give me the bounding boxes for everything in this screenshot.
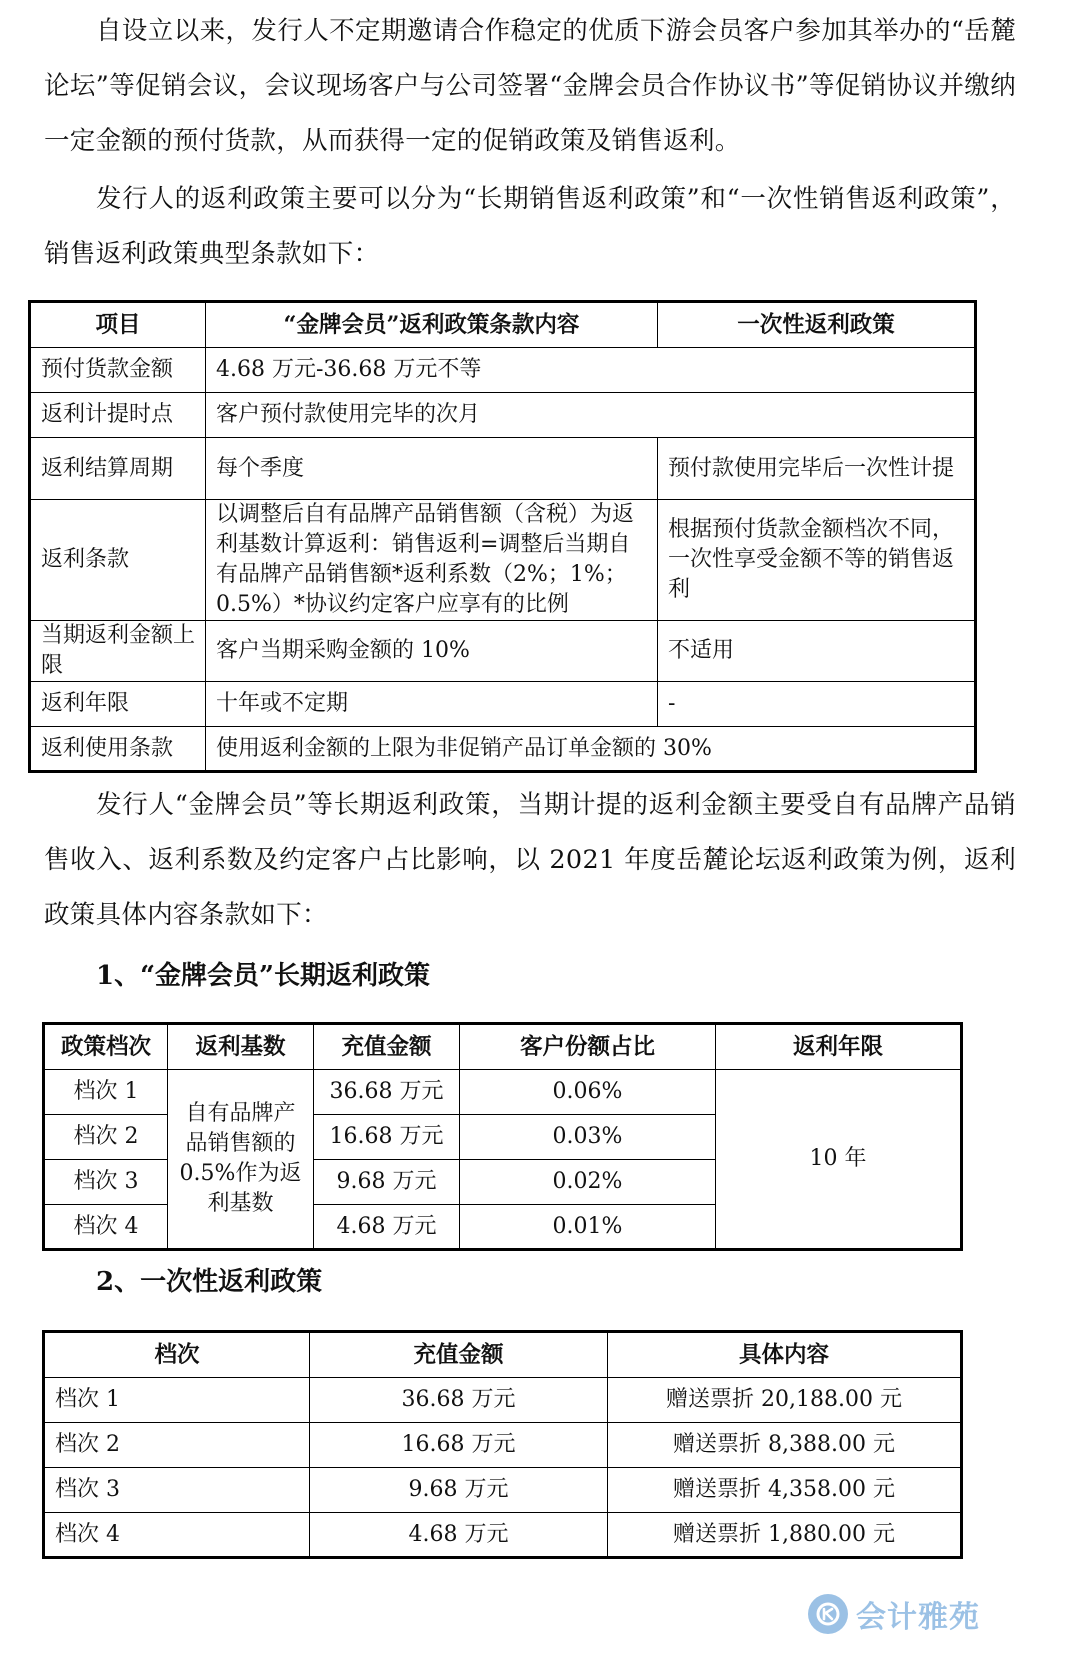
cell-content: 赠送票折 1,880.00 元 [608, 1513, 962, 1558]
cell-tier: 档次 3 [44, 1160, 168, 1205]
row-item: 返利计提时点 [30, 393, 206, 438]
table-row [44, 1468, 962, 1513]
header-base: 返利基数 [168, 1024, 314, 1070]
watermark [808, 1592, 980, 1636]
cell-share: 0.03% [460, 1115, 716, 1160]
header-tier: 档次 [44, 1332, 310, 1378]
watermark-text: 会计雅苑 [856, 1600, 980, 1635]
table-header-row [44, 1332, 962, 1378]
table-row [44, 1423, 962, 1468]
cell-share: 0.02% [460, 1160, 716, 1205]
row-item: 预付货款金额 [30, 348, 206, 393]
row-gold: 4.68 万元-36.68 万元不等 [206, 348, 976, 393]
table-row [44, 1513, 962, 1558]
table-row [30, 500, 976, 621]
cell-share: 0.01% [460, 1205, 716, 1250]
row-gold: 使用返利金额的上限为非促销产品订单金额的 30% [206, 727, 976, 772]
cell-years: 10 年 [716, 1070, 962, 1250]
cell-amount: 4.68 万元 [314, 1205, 460, 1250]
cell-amount: 4.68 万元 [310, 1513, 608, 1558]
paragraph-intro: 自设立以来，发行人不定期邀请合作稳定的优质下游会员客户参加其举办的“岳麓论坛”等促销会议，会议现场客户与公司签署“金牌会员合作协议书”等促销协议并缴纳一定金额的预付货款，从而获得一定的促销政策及销售返利。 [44, 16, 1016, 156]
paragraph-rebate-policy: 发行人的返利政策主要可以分为“长期销售返利政策”和“一次性销售返利政策”，销售返利政策典型条款如下： [44, 184, 1016, 269]
table-row [30, 621, 976, 682]
cell-share: 0.06% [460, 1070, 716, 1115]
cell-base: 自有品牌产品销售额的0.5%作为返利基数 [168, 1070, 314, 1250]
table-row [44, 1378, 962, 1423]
table-header-row [30, 302, 976, 348]
row-gold: 十年或不定期 [206, 682, 658, 727]
row-once: 预付款使用完毕后一次性计提 [658, 438, 976, 500]
cell-amount: 9.68 万元 [310, 1468, 608, 1513]
row-once: 根据预付货款金额档次不同，一次性享受金额不等的销售返利 [658, 500, 976, 621]
header-content: 具体内容 [608, 1332, 962, 1378]
row-gold: 客户当期采购金额的 10% [206, 621, 658, 682]
cell-content: 赠送票折 8,388.00 元 [608, 1423, 962, 1468]
section1-title: 1、“金牌会员”长期返利政策 [96, 961, 431, 991]
row-once: - [658, 682, 976, 727]
gold-member-table [42, 1022, 963, 1251]
table-header-row [44, 1024, 962, 1070]
row-item: 返利结算周期 [30, 438, 206, 500]
cell-amount: 36.68 万元 [314, 1070, 460, 1115]
row-item: 返利年限 [30, 682, 206, 727]
watermark-logo-icon [808, 1594, 848, 1634]
rebate-terms-table [28, 300, 977, 773]
table-row [30, 727, 976, 772]
row-item: 当期返利金额上限 [30, 621, 206, 682]
cell-content: 赠送票折 20,188.00 元 [608, 1378, 962, 1423]
table-row [44, 1070, 962, 1115]
cell-tier: 档次 2 [44, 1423, 310, 1468]
table-row [30, 682, 976, 727]
header-item: 项目 [30, 302, 206, 348]
cell-tier: 档次 4 [44, 1205, 168, 1250]
cell-tier: 档次 4 [44, 1513, 310, 1558]
cell-tier: 档次 3 [44, 1468, 310, 1513]
cell-tier: 档次 2 [44, 1115, 168, 1160]
header-years: 返利年限 [716, 1024, 962, 1070]
cell-amount: 36.68 万元 [310, 1378, 608, 1423]
header-amount: 充值金额 [310, 1332, 608, 1378]
table-row [30, 438, 976, 500]
row-gold: 以调整后自有品牌产品销售额（含税）为返利基数计算返利：销售返利=调整后当期自有品牌产品销售额*返利系数（2%；1%；0.5%）*协议约定客户应享有的比例 [206, 500, 658, 621]
header-one-time: 一次性返利政策 [658, 302, 976, 348]
cell-tier: 档次 1 [44, 1070, 168, 1115]
one-time-table [42, 1330, 963, 1559]
row-gold: 客户预付款使用完毕的次月 [206, 393, 976, 438]
cell-amount: 16.68 万元 [314, 1115, 460, 1160]
section2-title: 2、一次性返利政策 [96, 1267, 323, 1297]
cell-amount: 9.68 万元 [314, 1160, 460, 1205]
header-gold-member: “金牌会员”返利政策条款内容 [206, 302, 658, 348]
header-share: 客户份额占比 [460, 1024, 716, 1070]
cell-tier: 档次 1 [44, 1378, 310, 1423]
header-tier: 政策档次 [44, 1024, 168, 1070]
table-row [30, 393, 976, 438]
row-once: 不适用 [658, 621, 976, 682]
header-amount: 充值金额 [314, 1024, 460, 1070]
row-item: 返利使用条款 [30, 727, 206, 772]
cell-amount: 16.68 万元 [310, 1423, 608, 1468]
table-row [30, 348, 976, 393]
row-item: 返利条款 [30, 500, 206, 621]
paragraph-long-term: 发行人“金牌会员”等长期返利政策，当期计提的返利金额主要受自有品牌产品销售收入、返利系数及约定客户占比影响，以 2021 年度岳麓论坛返利政策为例，返利政策具体内容条款如下： [44, 790, 1016, 930]
row-gold: 每个季度 [206, 438, 658, 500]
cell-content: 赠送票折 4,358.00 元 [608, 1468, 962, 1513]
